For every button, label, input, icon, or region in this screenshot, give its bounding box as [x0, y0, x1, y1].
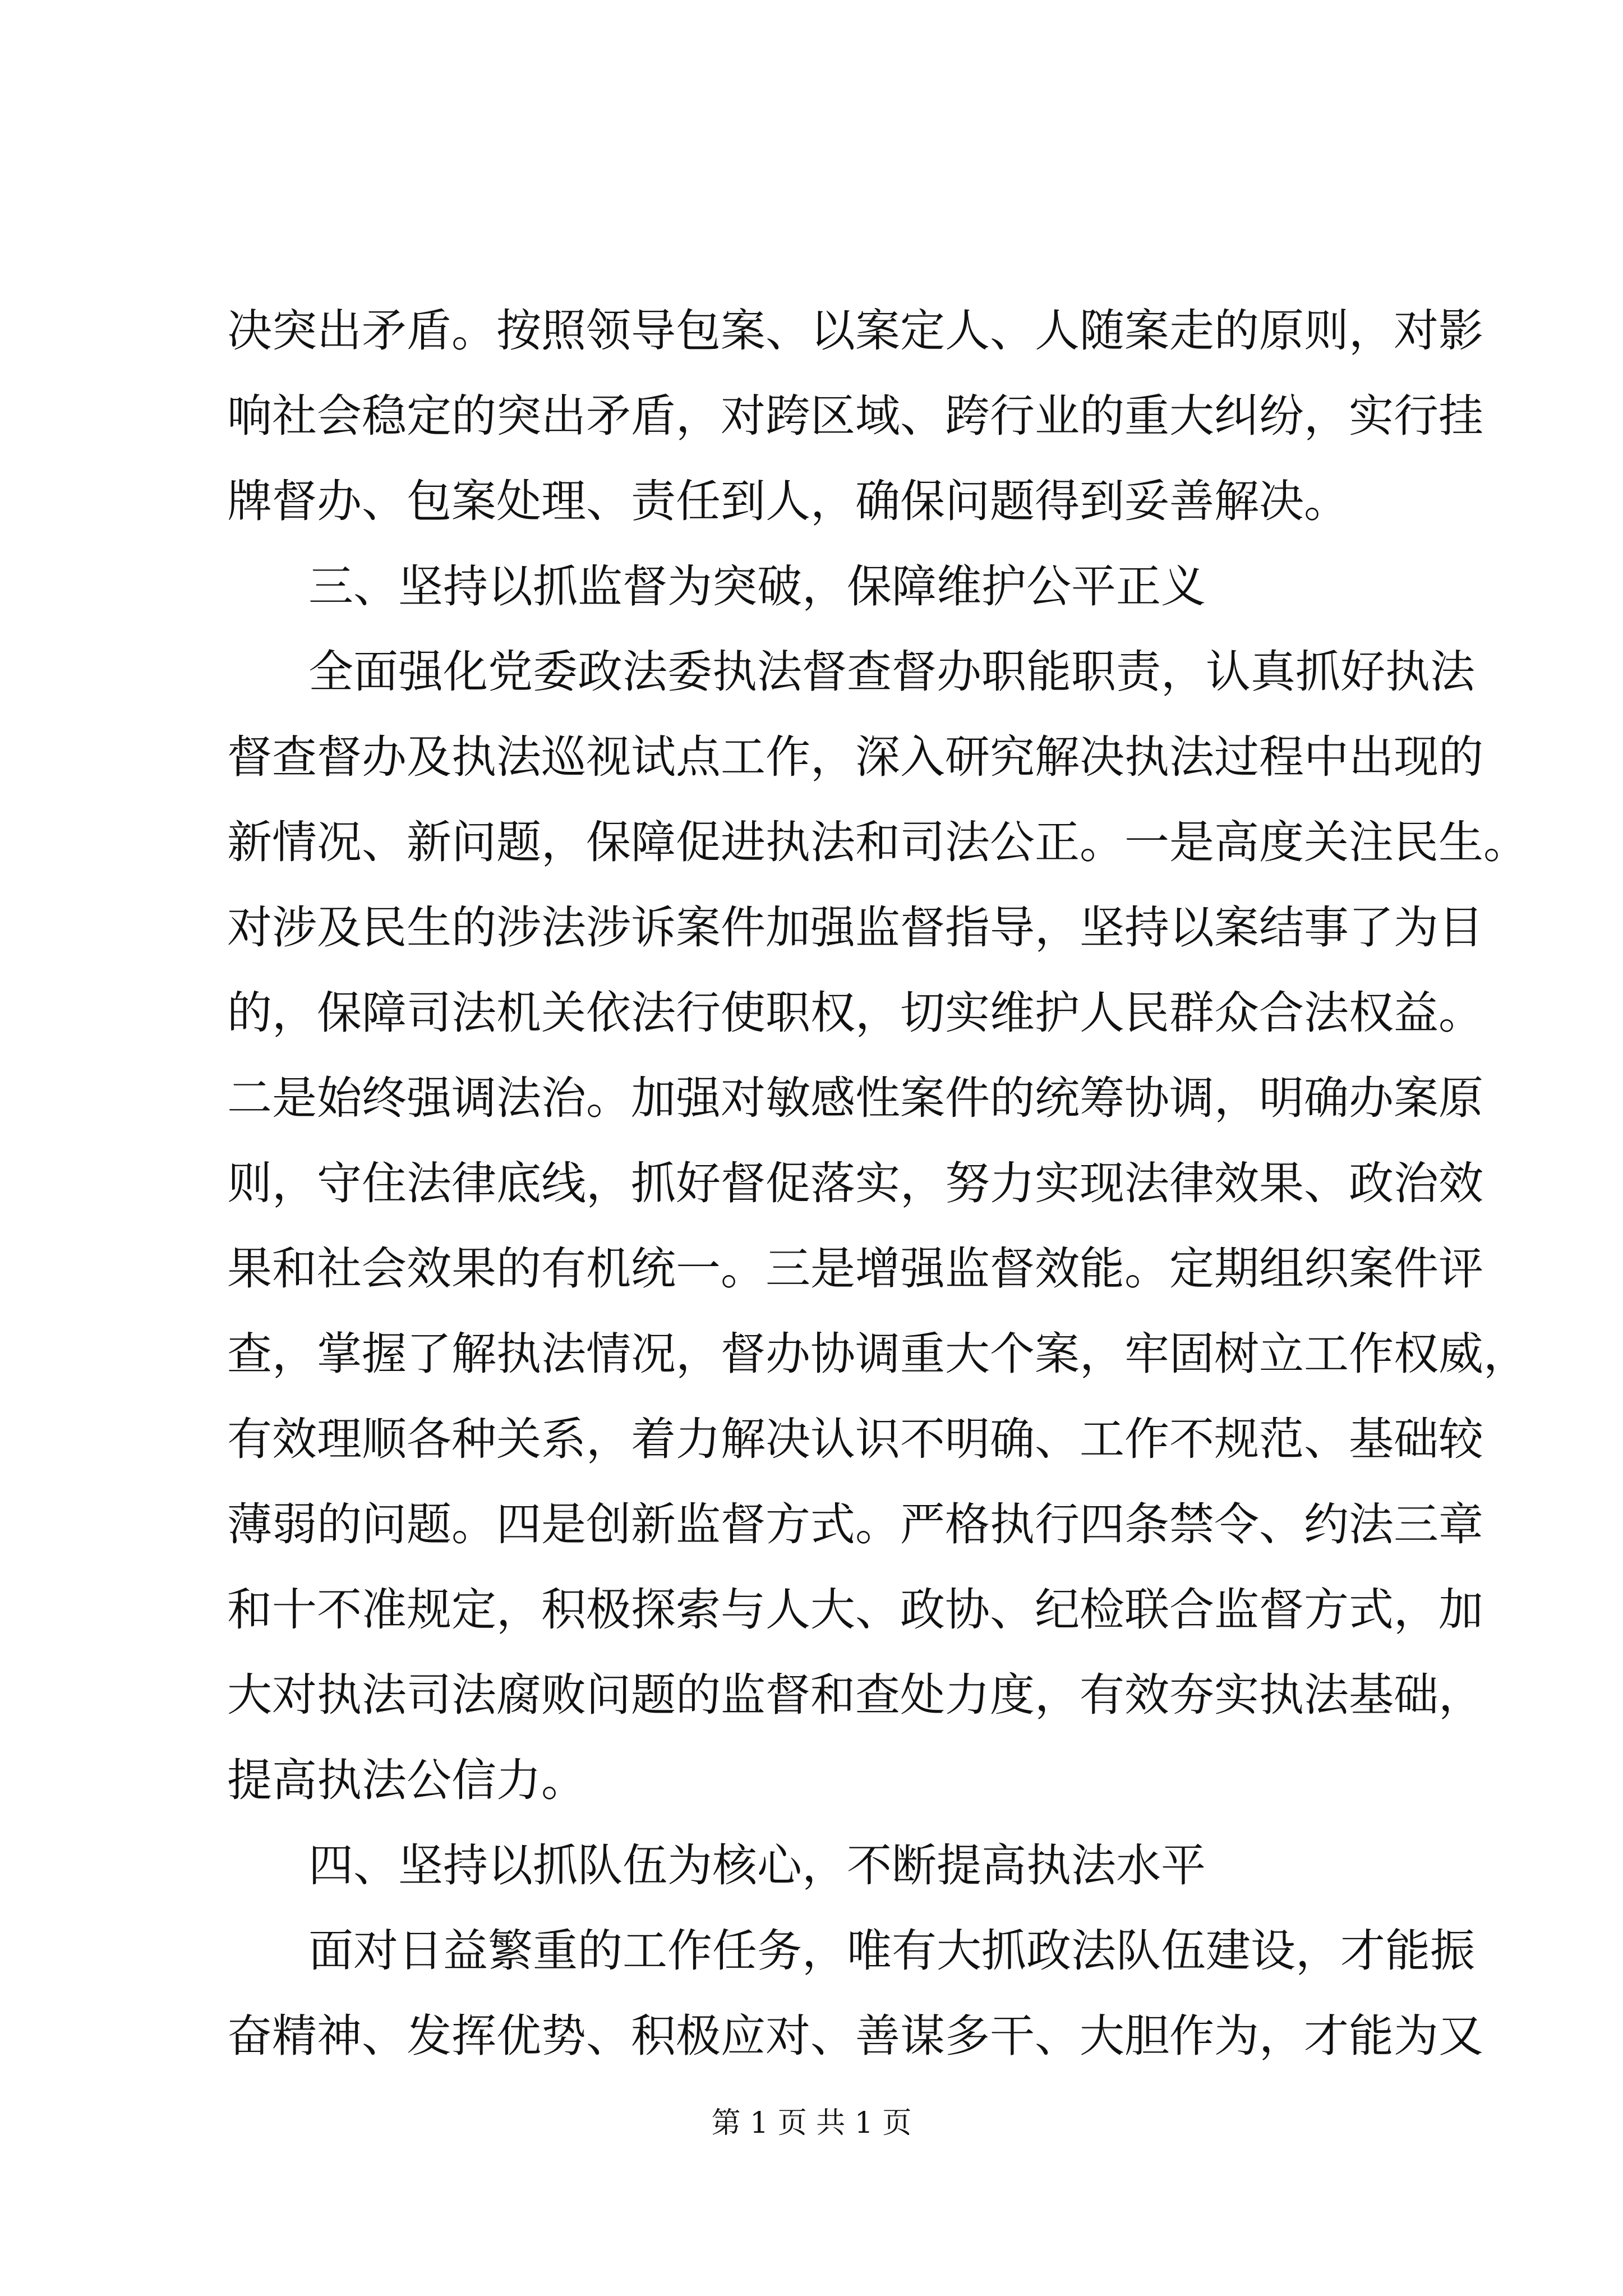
body-line-1: 决突出矛盾。按照领导包案、以案定人、人随案走的原则，对影 — [227, 305, 1483, 357]
body-line-15: 薄弱的问题。四是创新监督方式。严格执行四条禁令、约法三章 — [227, 1498, 1483, 1550]
body-line-9: 的，保障司法机关依法行使职权，切实维护人民群众合法权益。 — [227, 987, 1483, 1039]
body-line-18: 提高执法公信力。 — [227, 1754, 586, 1806]
body-line-8: 对涉及民生的涉法涉诉案件加强监督指导，坚持以案结事了为目 — [227, 901, 1483, 954]
body-line-21: 奋精神、发挥优势、积极应对、善谋多干、大胆作为，才能为又 — [227, 2010, 1483, 2062]
body-line-16: 和十不准规定，积极探索与人大、政协、纪检联合监督方式，加 — [227, 1584, 1483, 1636]
body-line-2: 响社会稳定的突出矛盾，对跨区域、跨行业的重大纠纷，实行挂 — [227, 390, 1483, 442]
body-line-13: 查，掌握了解执法情况，督办协调重大个案，牢固树立工作权威， — [227, 1328, 1528, 1380]
page-number-footer: 第 1 页 共 1 页 — [711, 2106, 912, 2140]
body-line-14: 有效理顺各种关系，着力解决认识不明确、工作不规范、基础较 — [227, 1413, 1483, 1465]
body-line-11: 则，守住法律底线，抓好督促落实，努力实现法律效果、政治效 — [227, 1157, 1483, 1209]
body-line-6: 督查督办及执法巡视试点工作，深入研究解决执法过程中出现的 — [227, 731, 1483, 783]
body-line-17: 大对执法司法腐败问题的监督和查处力度，有效夯实执法基础， — [227, 1669, 1483, 1721]
body-line-12: 果和社会效果的有机统一。三是增强监督效能。定期组织案件评 — [227, 1243, 1483, 1295]
section-heading-3: 三、坚持以抓监督为突破，保障维护公平正义 — [308, 560, 1206, 613]
body-line-20: 面对日益繁重的工作任务，唯有大抓政法队伍建设，才能振 — [308, 1925, 1475, 1977]
body-line-10: 二是始终强调法治。加强对敏感性案件的统筹协调，明确办案原 — [227, 1072, 1483, 1124]
body-line-3: 牌督办、包案处理、责任到人，确保问题得到妥善解决。 — [227, 475, 1349, 527]
section-heading-4: 四、坚持以抓队伍为核心，不断提高执法水平 — [308, 1839, 1206, 1892]
body-line-5: 全面强化党委政法委执法督查督办职能职责，认真抓好执法 — [308, 646, 1475, 698]
body-line-7: 新情况、新问题，保障促进执法和司法公正。一是高度关注民生。 — [227, 816, 1528, 868]
